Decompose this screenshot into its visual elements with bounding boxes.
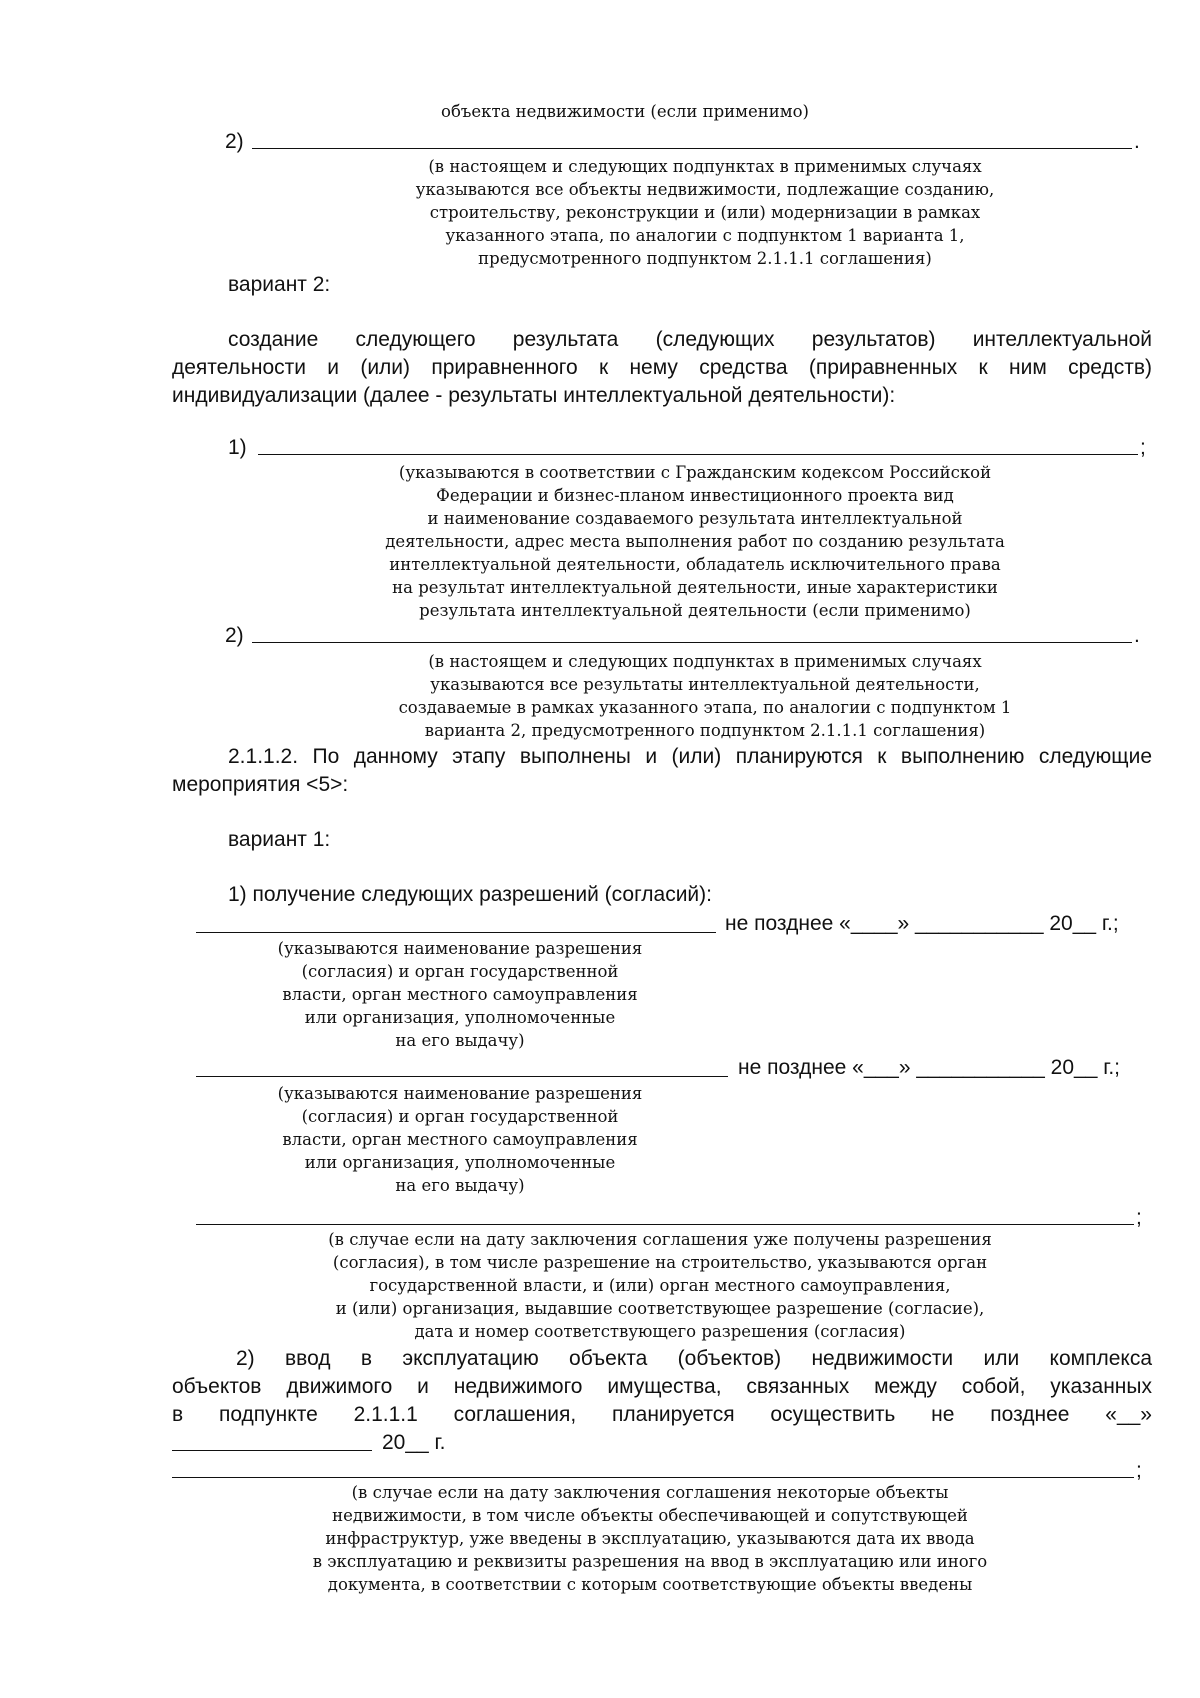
item-number: 2) [225, 130, 244, 153]
fill-line [252, 642, 1132, 643]
note-line: дата и номер соответствующего разрешения (согласия) [414, 1322, 906, 1341]
section-heading-cont: мероприятия <5>: [172, 773, 349, 796]
paragraph-line: в подпункте 2.1.1.1 соглашения, планируется осуществить не позднее «__» [172, 1403, 1152, 1426]
note-line: (согласия) и орган государственной [301, 1107, 619, 1126]
note-line: на его выдачу) [395, 1031, 525, 1050]
note-line: на его выдачу) [395, 1176, 525, 1195]
section-heading: 2.1.1.2. По данному этапу выполнены и (или) планируются к выполнению следующие [228, 745, 1152, 768]
note-line: или организация, уполномоченные [304, 1008, 616, 1027]
fill-line [196, 1076, 728, 1077]
line-end-mark: ; [1140, 436, 1146, 459]
item-number: 1) [228, 436, 247, 459]
note-line: Федерации и бизнес-планом инвестиционного проекта вид [436, 486, 954, 505]
note-line: (согласия), в том числе разрешение на строительство, указываются орган [332, 1253, 988, 1272]
fill-line [172, 1450, 372, 1451]
variant-heading: вариант 2: [228, 273, 331, 296]
note-line: власти, орган местного самоуправления [282, 1130, 638, 1149]
note-line: государственной власти, и (или) орган местного самоуправления, [369, 1276, 951, 1295]
fill-line [252, 148, 1132, 149]
note-line: (в случае если на дату заключения соглашения уже получены разрешения [328, 1230, 992, 1249]
line-end-mark: . [1134, 130, 1140, 153]
note-line: документа, в соответствии с которым соответствующие объекты введены [327, 1575, 973, 1594]
paragraph-line: индивидуализации (далее - результаты интеллектуальной деятельности): [172, 384, 896, 407]
note-line: (указываются в соответствии с Гражданским кодексом Российской [398, 463, 992, 482]
paragraph-line: деятельности и (или) приравненного к нему средства (приравненных к ним средств) [172, 356, 1152, 379]
line-end-mark: ; [1136, 1206, 1142, 1229]
note-line: указываются все объекты недвижимости, подлежащие созданию, [415, 180, 995, 199]
deadline-line: не позднее «___» ___________ 20__ г.; [738, 1056, 1120, 1079]
item-number: 2) [225, 624, 244, 647]
note-line: и наименование создаваемого результата интеллектуальной [427, 509, 963, 528]
note-line: деятельности, адрес места выполнения работ по созданию результата [385, 532, 1005, 551]
note-line: (указываются наименование разрешения [277, 939, 643, 958]
note-line: (в настоящем и следующих подпунктах в применимых случаях [428, 652, 982, 671]
deadline-line: не позднее «____» ___________ 20__ г.; [725, 912, 1119, 935]
note-line: (в случае если на дату заключения соглашения некоторые объекты [351, 1483, 949, 1502]
note-line: интеллектуальной деятельности, обладатель исключительного права [389, 555, 1001, 574]
variant-heading: вариант 1: [228, 828, 331, 851]
note-line: создаваемые в рамках указанного этапа, по аналогии с подпунктом 1 [398, 698, 1012, 717]
note-line: недвижимости, в том числе объекты обеспечивающей и сопутствующей [332, 1506, 968, 1525]
note-line: указанного этапа, по аналогии с подпунктом 1 варианта 1, [445, 226, 965, 245]
fill-line [196, 1224, 1134, 1225]
line-end-mark: ; [1136, 1459, 1142, 1482]
note-line: (в настоящем и следующих подпунктах в применимых случаях [428, 157, 982, 176]
note-line: (согласия) и орган государственной [301, 962, 619, 981]
note-line: власти, орган местного самоуправления [282, 985, 638, 1004]
note-line: или организация, уполномоченные [304, 1153, 616, 1172]
fill-line [172, 1477, 1134, 1478]
note-line: результата интеллектуальной деятельности (если применимо) [419, 601, 971, 620]
note-line: в эксплуатацию и реквизиты разрешения на ввод в эксплуатацию или иного [312, 1552, 988, 1571]
paragraph-line: объектов движимого и недвижимого имущества, связанных между собой, указанных [172, 1375, 1152, 1398]
paragraph-line: создание следующего результата (следующих результатов) интеллектуальной [228, 328, 1152, 351]
fill-line [196, 932, 716, 933]
note-line: строительству, реконструкции и (или) модернизации в рамках [429, 203, 981, 222]
note-line: варианта 2, предусмотренного подпунктом 2.1.1.1 соглашения) [424, 721, 986, 740]
paragraph-line: 2) ввод в эксплуатацию объекта (объектов) недвижимости или комплекса [236, 1347, 1152, 1370]
note-line: на результат интеллектуальной деятельности, иные характеристики [392, 578, 998, 597]
note-line: и (или) организация, выдавшие соответствующее разрешение (согласие), [335, 1299, 985, 1318]
deadline-year: 20__ г. [382, 1431, 446, 1454]
line-end-mark: . [1134, 624, 1140, 647]
note-line: (указываются наименование разрешения [277, 1084, 643, 1103]
note-line: объекта недвижимости (если применимо) [441, 102, 809, 121]
item-title: 1) получение следующих разрешений (согласий): [228, 883, 712, 906]
note-line: предусмотренного подпунктом 2.1.1.1 соглашения) [478, 249, 932, 268]
note-line: инфраструктур, уже введены в эксплуатацию, указываются дата их ввода [325, 1529, 975, 1548]
note-line: указываются все результаты интеллектуальной деятельности, [430, 675, 980, 694]
fill-line [258, 454, 1138, 455]
